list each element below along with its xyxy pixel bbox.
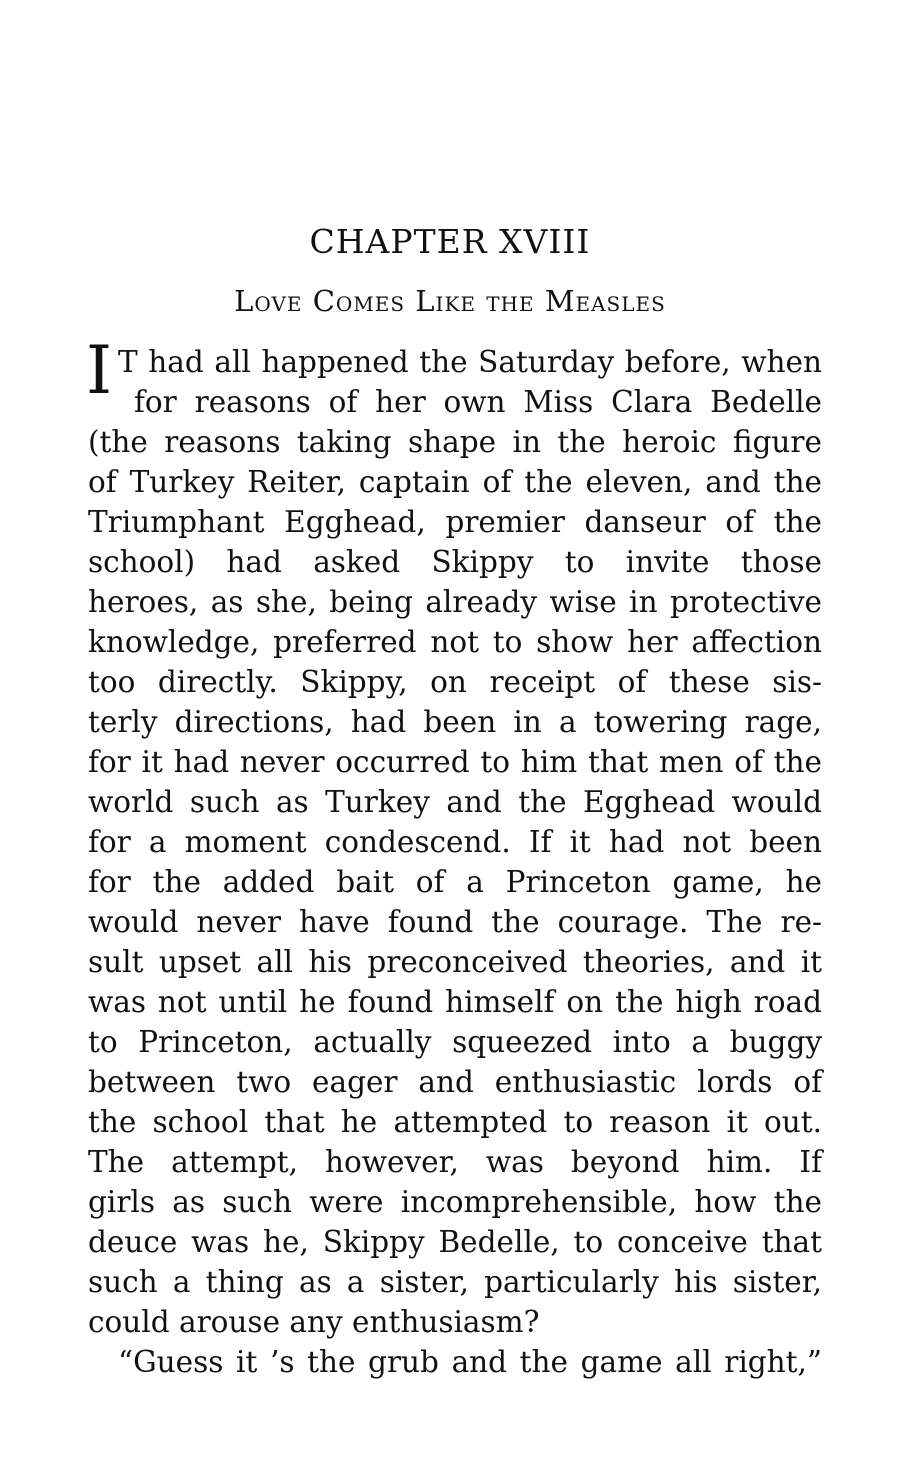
text-line: for the added bait of a Princeton game, he [88,865,822,899]
text-line: for reasons of her own Miss Clara Bedelle [134,385,822,419]
text-line: heroes, as she, being already wise in protective [88,585,822,619]
chapter-title: Love Comes Like the Measles [234,284,666,318]
text-line: to Princeton, actually squeezed into a buggy [88,1025,822,1059]
text-line: the school that he attempted to reason it out. [88,1105,822,1139]
text-line: school) had asked Skippy to invite those [88,545,822,579]
text-line: terly directions, had been in a towering rage, [88,705,822,739]
text-line: (the reasons taking shape in the heroic figure [88,425,822,459]
text-line: between two eager and enthusiastic lords of [88,1065,822,1099]
text-line: world such as Turkey and the Egghead would [88,785,822,819]
text-line: could arouse any enthusiasm? [88,1305,540,1339]
text-line: “Guess it ’s the grub and the game all right,” [118,1345,822,1379]
chapter-heading: CHAPTER XVIII [309,222,591,261]
text-line: girls as such were incomprehensible, how the [88,1185,822,1219]
text-line: for it had never occurred to him that men of the [88,745,822,779]
text-line: knowledge, preferred not to show her affection [88,625,822,659]
text-line: deuce was he, Skippy Bedelle, to conceive that [88,1225,822,1259]
text-line: The attempt, however, was beyond him. If [88,1145,822,1179]
text-line: sult upset all his preconceived theories, and it [88,945,822,979]
text-line: too directly. Skippy, on receipt of these sis- [88,665,822,699]
text-line: such a thing as a sister, particularly his sister, [88,1265,822,1299]
text-line: was not until he found himself on the high road [88,985,822,1019]
text-line: would never have found the courage. The re- [88,905,822,939]
text-line: T had all happened the Saturday before, when [118,345,822,379]
drop-cap: I [86,332,113,409]
text-line: Triumphant Egghead, premier danseur of the [88,505,822,539]
text-line: of Turkey Reiter, captain of the eleven, and the [88,465,822,499]
text-line: for a moment condescend. If it had not been [88,825,822,859]
